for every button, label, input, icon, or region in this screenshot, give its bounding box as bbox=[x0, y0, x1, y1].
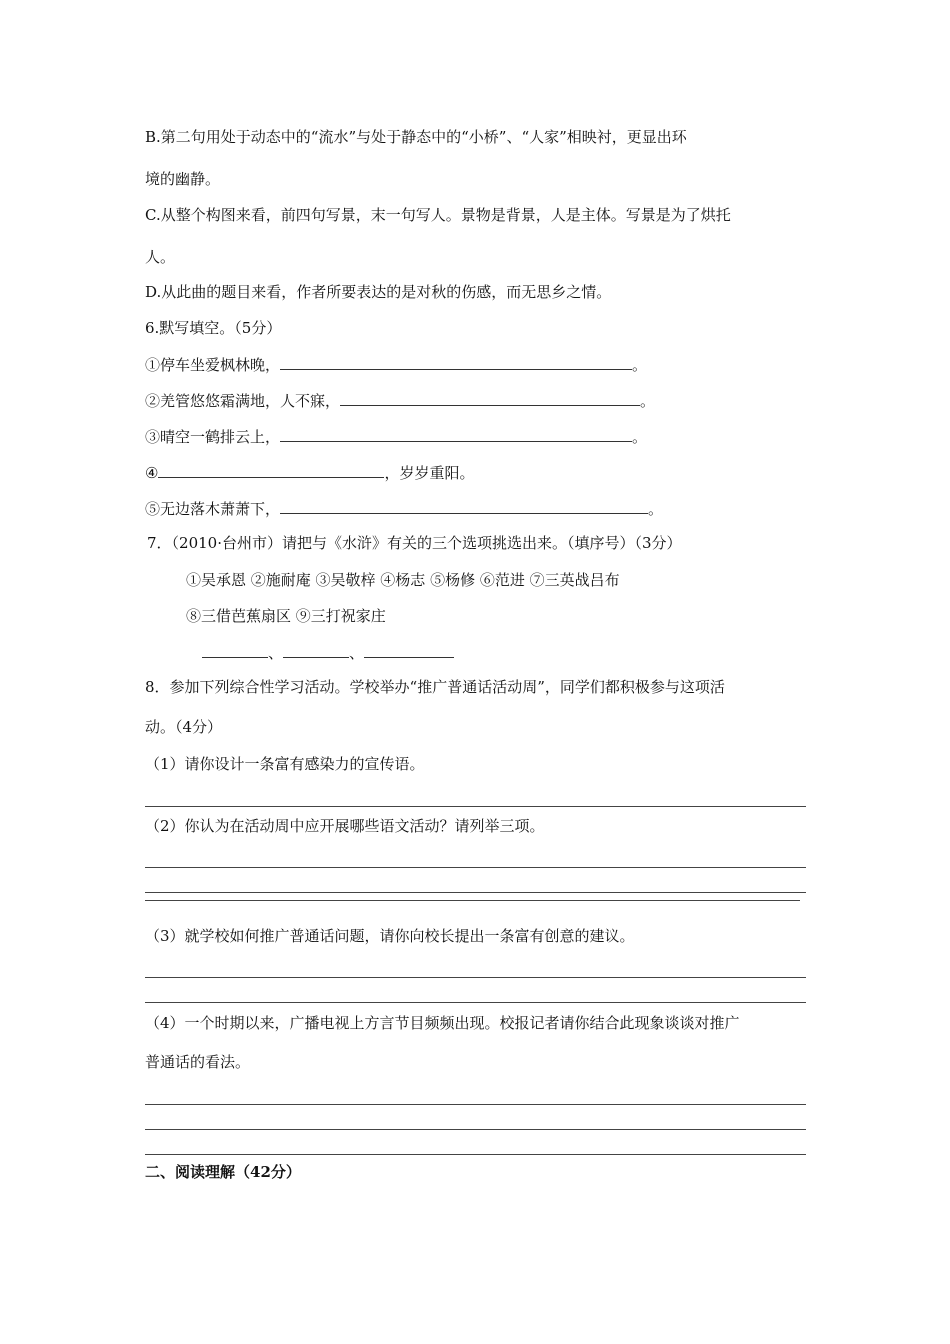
answer-line[interactable] bbox=[145, 1154, 806, 1155]
q6-item-1 bbox=[145, 354, 647, 375]
q8-sub4-line1: （4）一个时期以来，广播电视上方言节目频频出现。校报记者请你结合此现象谈谈对推广 bbox=[145, 1014, 740, 1032]
q6-item-2-text: ②羌管悠悠霜满地，人不寐， bbox=[145, 392, 341, 410]
answer-blank[interactable] bbox=[280, 426, 632, 442]
answer-line[interactable] bbox=[145, 867, 806, 868]
q6-item-3 bbox=[145, 426, 647, 447]
q7-title: 7．（2010·台州市）请把与《水浒》有关的三个选项挑选出来。（填序号）（3分） bbox=[147, 534, 682, 552]
answer-blank[interactable] bbox=[280, 354, 632, 370]
answer-line[interactable] bbox=[145, 900, 800, 901]
option-c-line2: 人。 bbox=[145, 248, 176, 266]
period: 。 bbox=[632, 428, 648, 446]
section-heading: 二、阅读理解（42分） bbox=[145, 1163, 301, 1181]
q8-sub2: （2）你认为在活动周中应开展哪些语文活动？请列举三项。 bbox=[145, 817, 545, 835]
answer-blank[interactable] bbox=[158, 462, 384, 478]
option-b-line1: B.第二句用处于动态中的“流水”与处于静态中的“小桥”、“人家”相映衬，更显出环 bbox=[145, 128, 687, 146]
period: 。 bbox=[632, 356, 648, 374]
option-b-line2: 境的幽静。 bbox=[145, 170, 221, 188]
answer-line[interactable] bbox=[145, 892, 806, 893]
q8-sub1: （1）请你设计一条富有感染力的宣传语。 bbox=[145, 755, 425, 773]
option-d: D.从此曲的题目来看，作者所要表达的是对秋的伤感，而无思乡之情。 bbox=[145, 283, 612, 301]
answer-line[interactable] bbox=[145, 1129, 806, 1130]
q6-item-5 bbox=[145, 498, 663, 519]
answer-blank[interactable] bbox=[202, 642, 268, 658]
q8-title-line2: 动。（4分） bbox=[145, 718, 223, 736]
q6-item-4-mark: ④ bbox=[145, 464, 159, 482]
q6-item-2 bbox=[145, 390, 655, 411]
option-c-line1: C.从整个构图来看，前四句写景，末一句写人。景物是背景，人是主体。写景是为了烘托 bbox=[145, 206, 731, 224]
q6-item-4-tail: ，岁岁重阳。 bbox=[384, 464, 475, 482]
period: 。 bbox=[648, 500, 664, 518]
q7-options-line2: ⑧三借芭蕉扇区 ⑨三打祝家庄 bbox=[186, 607, 386, 625]
answer-line[interactable] bbox=[145, 977, 806, 978]
answer-blank[interactable] bbox=[340, 390, 640, 406]
q6-item-3-text: ③晴空一鹤排云上， bbox=[145, 428, 281, 446]
q6-item-5-text: ⑤无边落木萧萧下， bbox=[145, 500, 281, 518]
separator: 、 bbox=[268, 644, 284, 662]
q8-title-line1: 8．参加下列综合性学习活动。学校举办“推广普通话活动周”，同学们都积极参与这项活 bbox=[145, 678, 725, 696]
answer-blank[interactable] bbox=[364, 642, 454, 658]
q6-title: 6.默写填空。（5分） bbox=[145, 319, 282, 337]
q7-options-line1: ①吴承恩 ②施耐庵 ③吴敬梓 ④杨志 ⑤杨修 ⑥范进 ⑦三英战吕布 bbox=[186, 571, 620, 589]
answer-line[interactable] bbox=[145, 1104, 806, 1105]
q8-sub4-line2: 普通话的看法。 bbox=[145, 1053, 251, 1071]
separator: 、 bbox=[349, 644, 365, 662]
q8-sub3: （3）就学校如何推广普通话问题，请你向校长提出一条富有创意的建议。 bbox=[145, 927, 635, 945]
q6-item-4 bbox=[145, 462, 474, 483]
answer-blank[interactable] bbox=[280, 498, 648, 514]
answer-line[interactable] bbox=[145, 1002, 806, 1003]
answer-line[interactable] bbox=[145, 806, 806, 807]
q7-answer-row bbox=[202, 642, 454, 663]
answer-blank[interactable] bbox=[283, 642, 349, 658]
q6-item-1-text: ①停车坐爱枫林晚， bbox=[145, 356, 281, 374]
period: 。 bbox=[640, 392, 656, 410]
